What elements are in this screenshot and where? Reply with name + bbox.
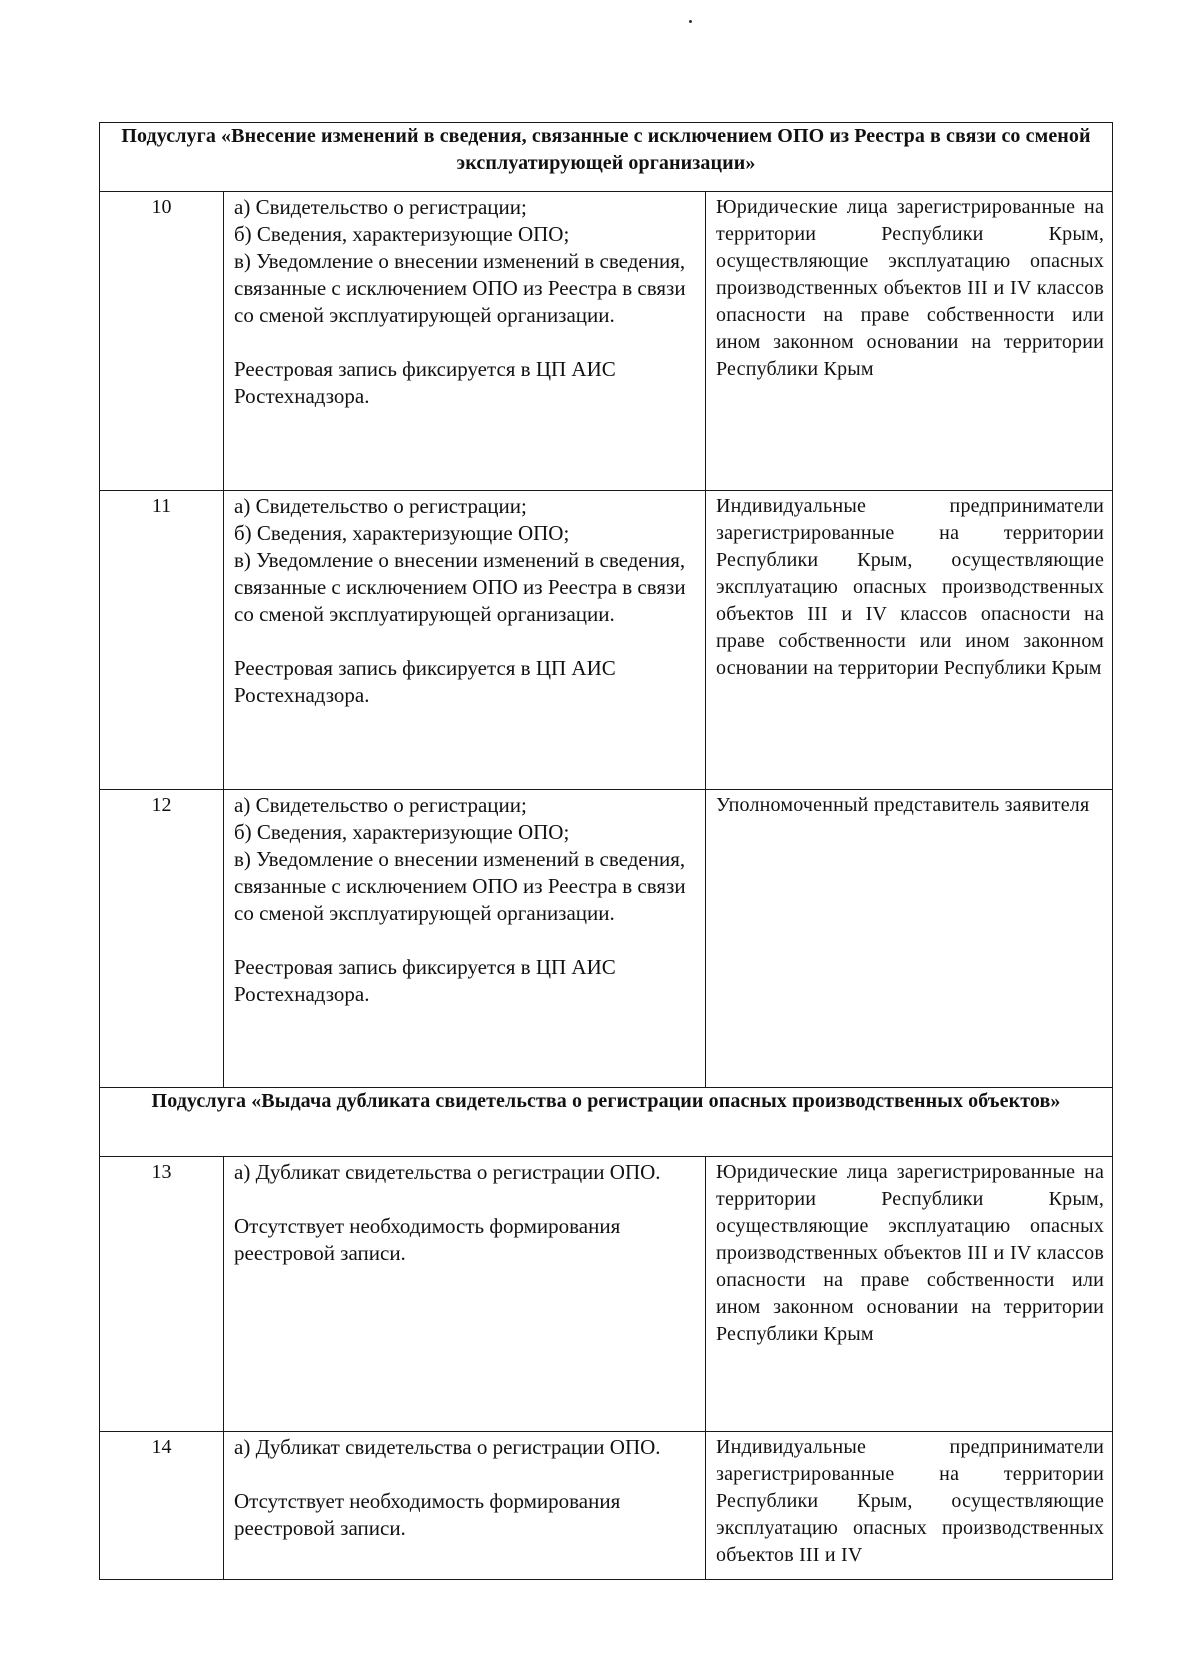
section-title: Подуслуга «Внесение изменений в сведения, связанные с исключением ОПО из Реестра в связи со сменой эксплуатирующей организации» [100,123,1113,192]
applicant-cell: Индивидуальные предприниматели зарегистрированные на территории Республики Крым, осуществляющие эксплуатацию опасных производственных объектов III и IV [706,1432,1113,1580]
documents-cell [224,790,706,1088]
table-row [100,192,1113,491]
document-item: в) Уведомление о внесении изменений в сведения, связанные с исключением ОПО из Реестра в связи со сменой эксплуатирующей организации. [234,847,686,925]
document-item: а) Дубликат свидетельства о регистрации ОПО. [234,1435,661,1459]
table-row [100,1432,1113,1580]
table-row [100,790,1113,1088]
services-table [99,122,1113,1580]
row-number: 12 [100,790,224,1088]
applicant-cell: Юридические лица зарегистрированные на территории Республики Крым, осуществляющие эксплуатацию опасных производственных объектов III и IV классов опасности на праве собственности или ином законном основании на территории Республики Крым [706,1157,1113,1432]
document-item: в) Уведомление о внесении изменений в сведения, связанные с исключением ОПО из Реестра в связи со сменой эксплуатирующей организации. [234,548,686,626]
document-item: а) Свидетельство о регистрации; [234,793,527,817]
scan-speck [689,20,692,23]
section-header-row [100,123,1113,192]
document-item: а) Дубликат свидетельства о регистрации ОПО. [234,1160,661,1184]
documents-cell [224,1432,706,1580]
documents-cell [224,491,706,790]
table-row [100,1157,1113,1432]
applicant-cell: Уполномоченный представитель заявителя [706,790,1113,1088]
row-number: 11 [100,491,224,790]
registry-note: Реестровая запись фиксируется в ЦП АИС Ростехнадзора. [234,656,616,707]
table-row [100,491,1113,790]
applicant-cell: Юридические лица зарегистрированные на территории Республики Крым, осуществляющие эксплуатацию опасных производственных объектов III и IV классов опасности на праве собственности или ином законном основании на территории Республики Крым [706,192,1113,491]
registry-note: Реестровая запись фиксируется в ЦП АИС Ростехнадзора. [234,955,616,1006]
row-number: 10 [100,192,224,491]
documents-cell [224,1157,706,1432]
registry-note: Отсутствует необходимость формирования реестровой записи. [234,1214,621,1265]
document-item: а) Свидетельство о регистрации; [234,494,527,518]
document-item: б) Сведения, характеризующие ОПО; [234,222,570,246]
document-item: б) Сведения, характеризующие ОПО; [234,820,570,844]
section-title: Подуслуга «Выдача дубликата свидетельства о регистрации опасных производственных объектов» [100,1088,1113,1157]
registry-note: Реестровая запись фиксируется в ЦП АИС Ростехнадзора. [234,357,616,408]
section-header-row [100,1088,1113,1157]
registry-note: Отсутствует необходимость формирования реестровой записи. [234,1489,621,1540]
document-item: а) Свидетельство о регистрации; [234,195,527,219]
applicant-cell: Индивидуальные предприниматели зарегистрированные на территории Республики Крым, осуществляющие эксплуатацию опасных производственных объектов III и IV классов опасности на праве собственности или ином законном основании на территории Республики Крым [706,491,1113,790]
row-number: 13 [100,1157,224,1432]
document-item: в) Уведомление о внесении изменений в сведения, связанные с исключением ОПО из Реестра в связи со сменой эксплуатирующей организации. [234,249,686,327]
documents-cell [224,192,706,491]
document-item: б) Сведения, характеризующие ОПО; [234,521,570,545]
row-number: 14 [100,1432,224,1580]
